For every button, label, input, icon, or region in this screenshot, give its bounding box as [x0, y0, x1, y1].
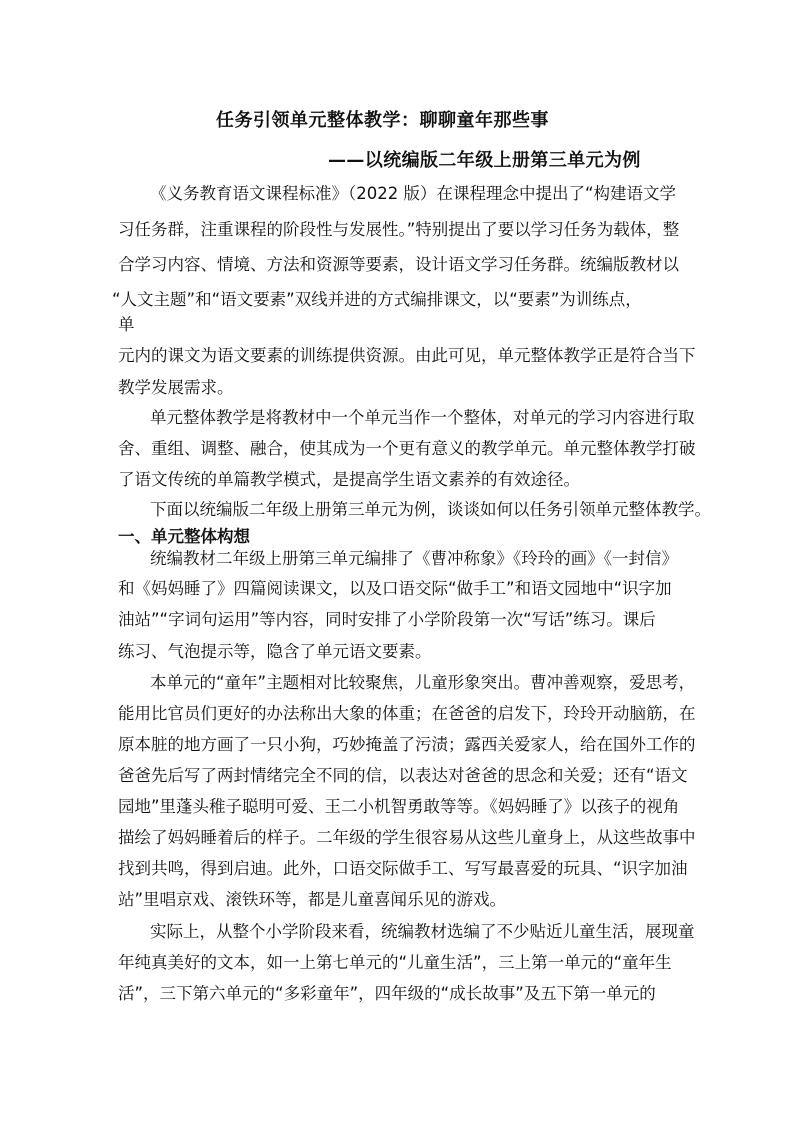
paragraph-line: 本单元的“童年”主题相对比较聚焦，儿童形象突出。曹冲善观察，爱思考， [150, 673, 696, 692]
paragraph-line: 舍、重组、调整、融合，使其成为一个更有意义的教学单元。单元整体教学打破 [118, 439, 696, 458]
paragraph-line: 下面以统编版二年级上册第三单元为例，谈谈如何以任务引领单元整体教学。 [150, 500, 711, 519]
paragraph-line: 年纯真美好的文本，如一上第七单元的“儿童生活”，三上第一单元的“童年生 [118, 953, 672, 972]
paragraph-line: 合学习内容、情境、方法和资源等要素，设计语文学习任务群。统编版教材以 [118, 255, 679, 274]
paragraph-line: 活”，三下第六单元的“多彩童年”，四年级的“成长故事”及五下第一单元的 [118, 984, 656, 1003]
paragraph-line: “人文主题”和“语文要素”双线并进的方式编排课文，以“要素”为训练点， [112, 290, 642, 309]
paragraph-line: 教学发展需求。 [118, 378, 234, 397]
paragraph-line: 找到共鸣，得到启迪。此外，口语交际做手工、写写最喜爱的玩具、“识字加油 [118, 859, 688, 878]
paragraph-line: 《义务教育语文课程标准》（2022 版）在课程理念中提出了“构建语文学 [150, 184, 677, 203]
paragraph-line: 元内的课文为语文要素的训练提供资源。由此可见，单元整体教学正是符合当下 [118, 346, 696, 365]
paragraph-line: 园地”里蓬头稚子聪明可爱、王二小机智勇敢等等。《妈妈睡了》以孩子的视角 [118, 797, 680, 816]
paragraph-line: 爸爸先后写了两封情绪完全不同的信，以表达对爸爸的思念和关爱；还有“语文 [118, 766, 688, 785]
document-title: 任务引领单元整体教学：聊聊童年那些事 [216, 110, 549, 131]
section-heading: 一、单元整体构想 [118, 527, 250, 546]
paragraph-line: 了语文传统的单篇教学模式，是提高学生语文素养的有效途径。 [118, 470, 580, 489]
paragraph-line: 油站”“字词句运用”等内容，同时安排了小学阶段第一次“写话”练习。课后 [118, 610, 656, 629]
paragraph-line: 单 [118, 315, 135, 334]
paragraph-line: 描绘了妈妈睡着后的样子。二年级的学生很容易从这些儿童身上，从这些故事中 [118, 828, 696, 847]
paragraph-line: 和《妈妈睡了》四篇阅读课文，以及口语交际“做手工”和语文园地中“识字加 [118, 579, 672, 598]
paragraph-line: 站”里唱京戏、滚铁环等，都是儿童喜闻乐见的游戏。 [118, 890, 507, 909]
document-subtitle: ——以统编版二年级上册第三单元为例 [328, 150, 641, 171]
paragraph-line: 习任务群，注重课程的阶段性与发展性。”特别提出了要以学习任务为载体，整 [118, 220, 680, 239]
paragraph-line: 练习、气泡提示等，隐含了单元语文要素。 [118, 642, 432, 661]
paragraph-line: 能用比官员们更好的办法称出大象的体重；在爸爸的启发下，玲玲开动脑筋，在 [118, 704, 696, 723]
paragraph-line: 实际上，从整个小学阶段来看，统编教材选编了不少贴近儿童生活，展现童 [150, 922, 695, 941]
paragraph-line: 统编教材二年级上册第三单元编排了《曹冲称象》《玲玲的画》《一封信》 [150, 549, 678, 568]
paragraph-line: 单元整体教学是将教材中一个单元当作一个整体，对单元的学习内容进行取 [150, 408, 695, 427]
paragraph-line: 原本脏的地方画了一只小狗，巧妙掩盖了污渍；露西关爱家人，给在国外工作的 [118, 735, 696, 754]
